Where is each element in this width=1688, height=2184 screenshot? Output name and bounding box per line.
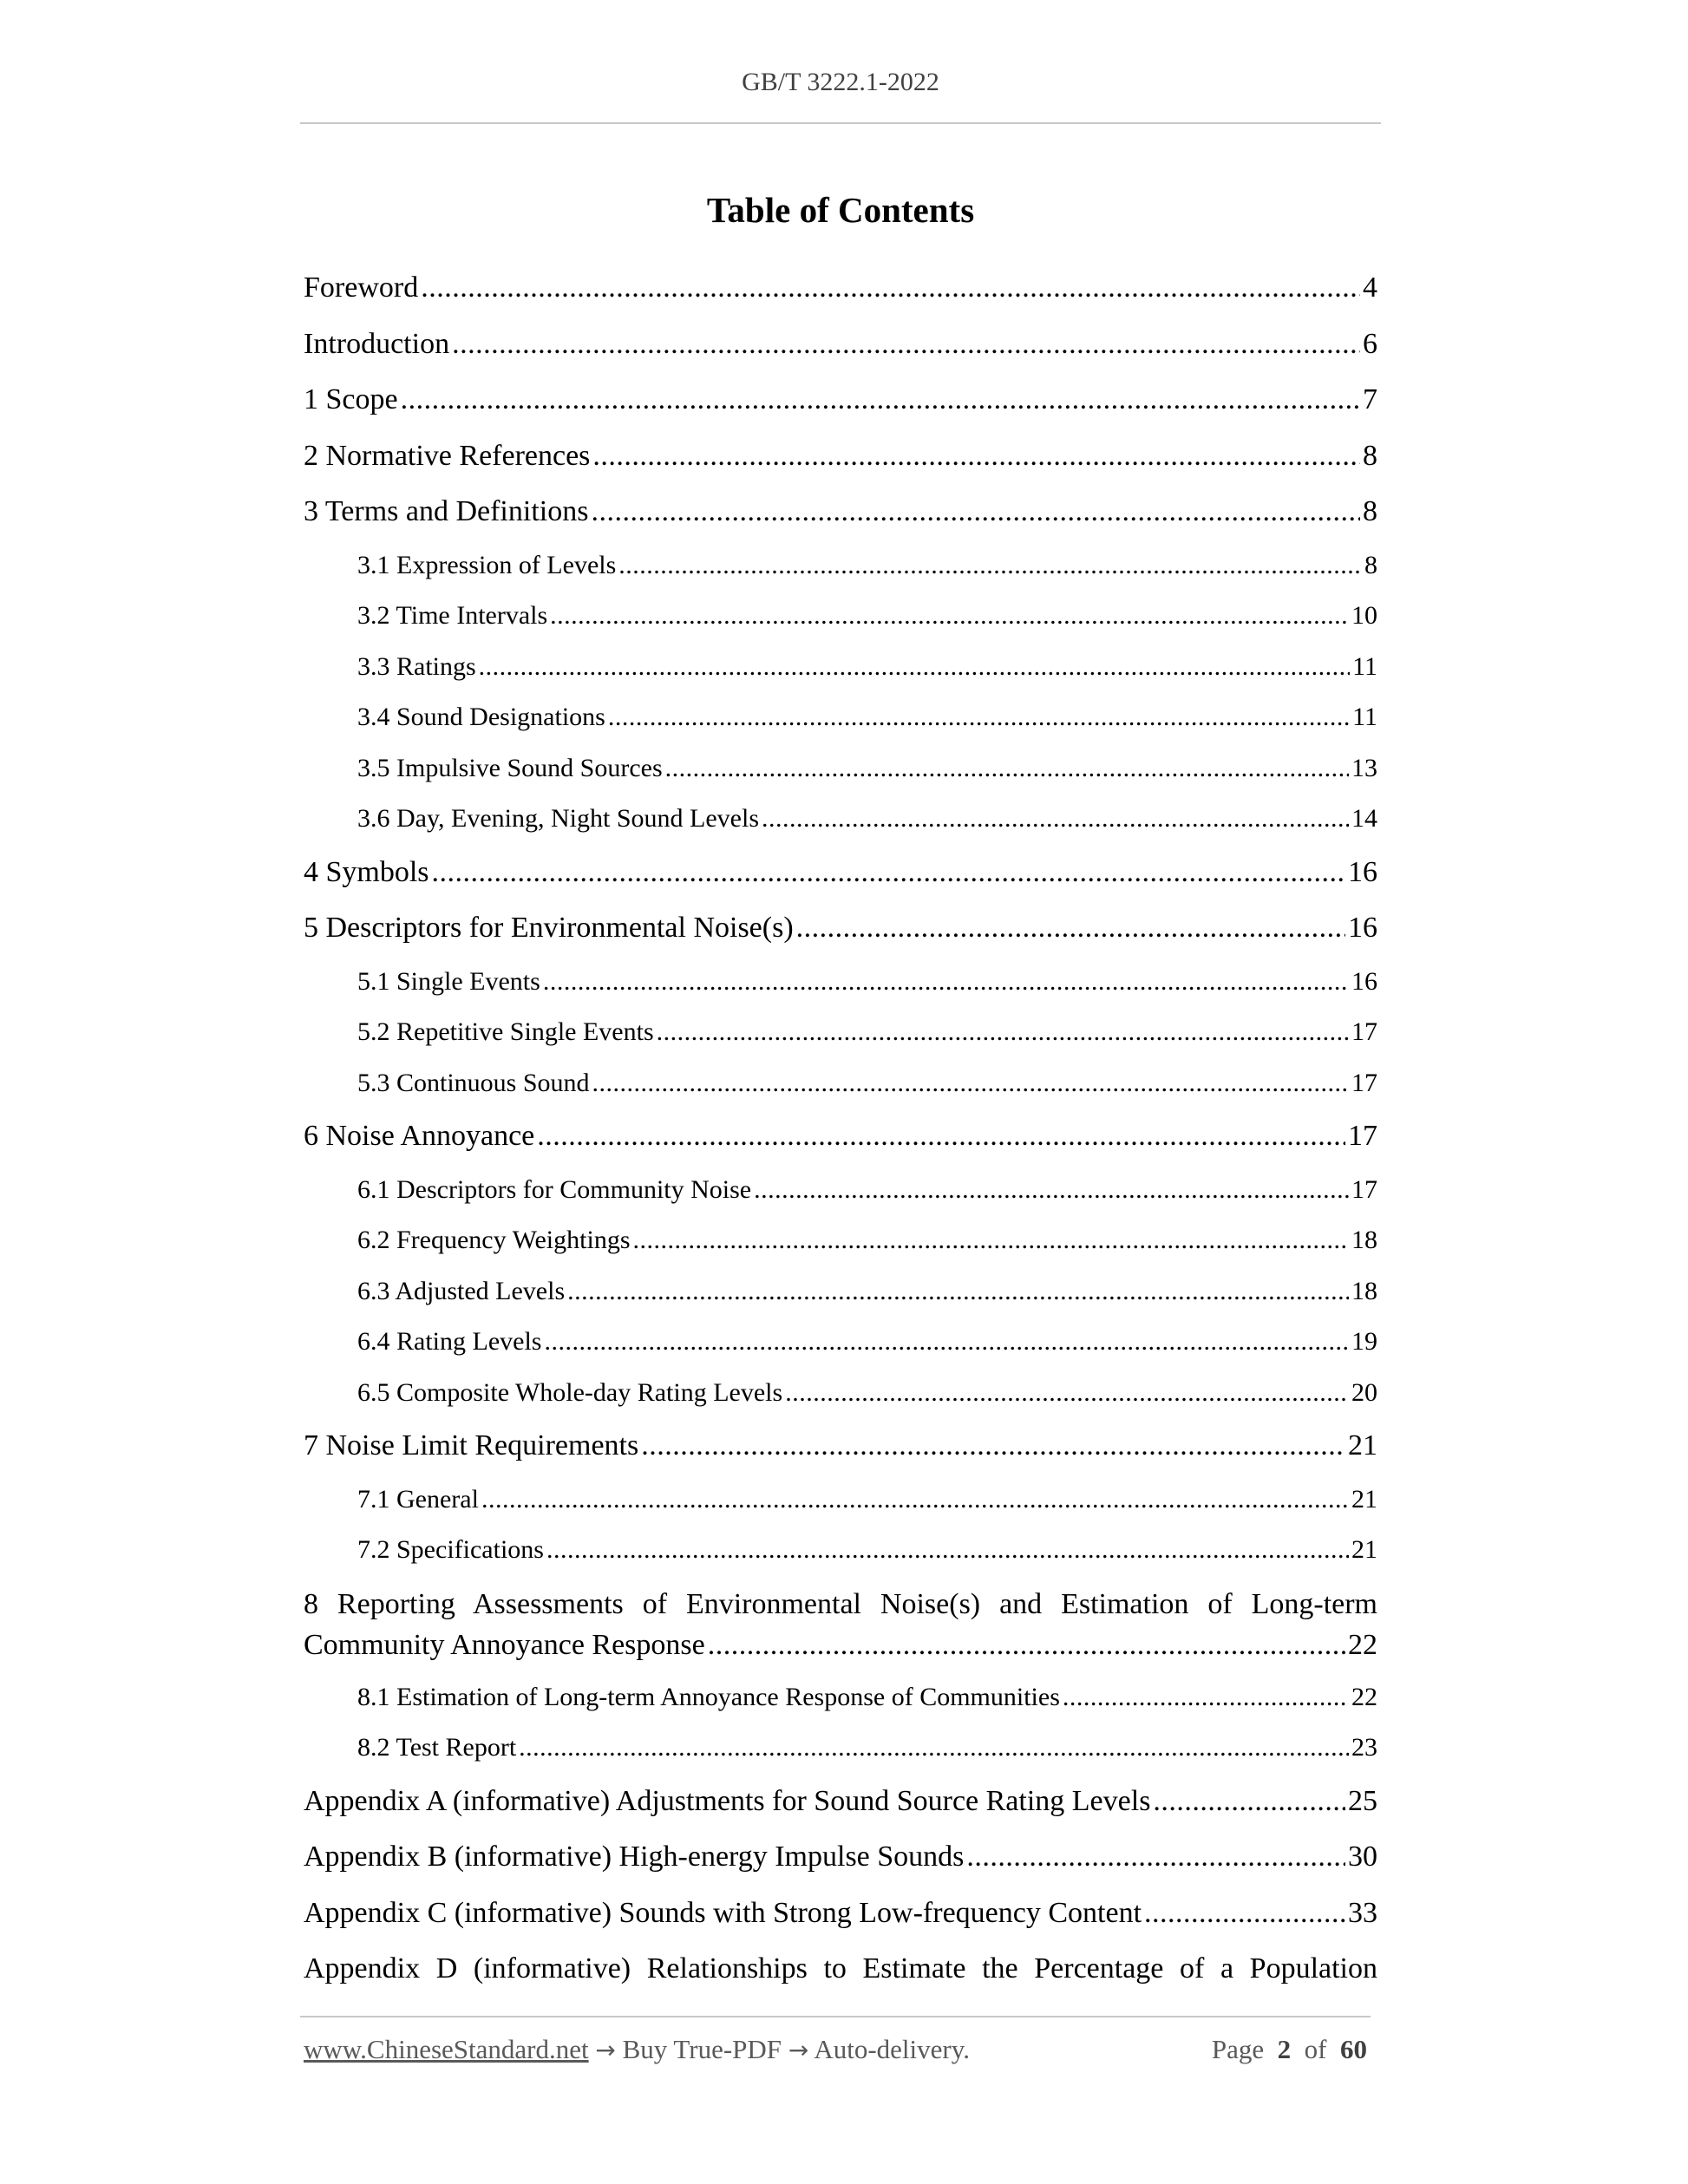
toc-entry-page: 16 — [1351, 966, 1377, 996]
toc-leader-dots — [537, 1108, 1345, 1165]
toc-entry-title: Foreword — [304, 271, 419, 304]
toc-entry-title-line1: 8 Reporting Assessments of Environmental Noise(s) and Estimation of Long-term — [304, 1587, 1377, 1620]
toc-leader-dots — [618, 540, 1362, 592]
toc-entry-title: Appendix D (informative) Relationships to Estimate the Percentage of a Population — [304, 1952, 1377, 1985]
toc-entry-title: Appendix A (informative) Adjustments for Sound Source Rating Levels — [304, 1784, 1151, 1817]
toc-entry-title: Appendix C (informative) Sounds with Strong Low-frequency Content — [304, 1896, 1142, 1929]
toc-entry[interactable] — [304, 1368, 1377, 1419]
toc-entry[interactable] — [304, 743, 1377, 794]
footer-left — [304, 2034, 970, 2065]
toc-entry-title: 8.2 Test Report — [357, 1733, 517, 1762]
toc-entry-page: 17 — [1351, 1017, 1377, 1046]
buy-true-pdf-link[interactable]: Buy True-PDF — [622, 2034, 782, 2064]
toc-entry-title-line2: Community Annoyance Response — [304, 1628, 705, 1661]
auto-delivery-text: Auto-delivery. — [814, 2034, 970, 2064]
page-number — [1212, 2034, 1367, 2065]
page-word: Page — [1211, 2034, 1265, 2064]
toc-entry-title: 3 Terms and Definitions — [304, 495, 589, 527]
toc-entry[interactable] — [304, 1266, 1377, 1318]
toc-entry-page: 16 — [1348, 912, 1377, 944]
toc-entry-page: 8 — [1364, 550, 1377, 579]
toc-leader-dots — [641, 1418, 1345, 1475]
toc-entry[interactable] — [304, 1886, 1377, 1942]
toc-entry-title: 3.4 Sound Designations — [357, 703, 605, 731]
page-footer — [304, 2034, 1367, 2065]
toc-leader-dots — [452, 317, 1360, 373]
toc-leader-dots — [481, 1475, 1349, 1526]
toc-leader-dots — [544, 1317, 1349, 1368]
toc-entry[interactable] — [304, 540, 1377, 592]
toc-entry-title: 6.2 Frequency Weightings — [357, 1226, 631, 1254]
toc-entry[interactable] — [304, 372, 1377, 428]
toc-entry[interactable] — [304, 1723, 1377, 1774]
toc-entry-page: 21 — [1351, 1535, 1377, 1564]
toc-entry-page: 18 — [1351, 1276, 1377, 1305]
toc-leader-dots — [966, 1829, 1345, 1886]
toc-entry-title: 6.4 Rating Levels — [357, 1327, 542, 1356]
toc-entry-title: 4 Symbols — [304, 855, 429, 888]
toc-entry-page: 23 — [1351, 1733, 1377, 1762]
toc-leader-dots — [708, 1625, 1345, 1665]
toc-entry[interactable] — [304, 1108, 1377, 1165]
toc-entry-title: Introduction — [304, 327, 450, 360]
toc-entry[interactable] — [304, 1829, 1377, 1886]
arrow-right-icon: → — [595, 2036, 616, 2064]
toc-entry-title: 3.5 Impulsive Sound Sources — [357, 753, 663, 782]
toc-entry[interactable] — [304, 794, 1377, 845]
toc-leader-dots — [421, 260, 1360, 317]
footer-divider — [300, 2016, 1371, 2017]
toc-entry[interactable] — [304, 1058, 1377, 1109]
toc-leader-dots — [754, 1165, 1349, 1216]
toc-entry-page: 21 — [1348, 1429, 1377, 1461]
toc-entry[interactable] — [304, 1576, 1377, 1672]
toc-leader-dots — [432, 845, 1345, 901]
toc-entry-title: Appendix B (informative) High-energy Impulse Sounds — [304, 1841, 965, 1873]
toc-leader-dots — [633, 1215, 1350, 1266]
toc-leader-dots — [608, 692, 1350, 743]
toc-entry-page: 16 — [1348, 855, 1377, 888]
toc-entry[interactable] — [304, 1007, 1377, 1058]
toc-entry[interactable] — [304, 1215, 1377, 1266]
toc-leader-dots — [401, 372, 1360, 428]
toc-entry[interactable] — [304, 1941, 1377, 1998]
toc-entry-page: 21 — [1351, 1484, 1377, 1514]
toc-leader-dots — [546, 1525, 1349, 1576]
page-total: 60 — [1340, 2034, 1367, 2064]
toc-entry-page: 33 — [1348, 1896, 1377, 1929]
toc-entry-page: 19 — [1351, 1327, 1377, 1356]
toc-leader-dots — [519, 1723, 1349, 1774]
toc-entry-page: 6 — [1363, 327, 1377, 360]
toc-entry-page: 10 — [1351, 601, 1377, 630]
toc-entry-title: 5.3 Continuous Sound — [357, 1068, 590, 1097]
toc-entry-title: 7.2 Specifications — [357, 1535, 544, 1564]
toc-entry-page: 11 — [1352, 703, 1377, 731]
toc-entry[interactable] — [304, 957, 1377, 1008]
toc-entry-page: 11 — [1352, 651, 1377, 681]
toc-leader-dots — [1063, 1672, 1349, 1723]
toc-entry[interactable] — [304, 1774, 1377, 1830]
toc-leader-dots — [657, 1007, 1349, 1058]
toc-leader-dots — [796, 900, 1345, 957]
toc-entry[interactable] — [304, 591, 1377, 642]
toc-entry-page: 18 — [1351, 1226, 1377, 1254]
toc-entry-title: 6.3 Adjusted Levels — [357, 1276, 566, 1305]
toc-entry[interactable] — [304, 845, 1377, 901]
toc-entry[interactable] — [304, 900, 1377, 957]
toc-entry[interactable] — [304, 260, 1377, 317]
toc-entry-title: 3.2 Time Intervals — [357, 601, 548, 630]
toc-leader-dots — [550, 591, 1349, 642]
toc-entry-title: 3.6 Day, Evening, Night Sound Levels — [357, 804, 759, 833]
website-link[interactable]: www.ChineseStandard.net — [304, 2034, 589, 2064]
toc-entry[interactable] — [304, 1672, 1377, 1723]
toc-entry-title: 3.1 Expression of Levels — [357, 550, 617, 579]
toc-entry-title: 5.1 Single Events — [357, 966, 540, 996]
toc-entry-page: 17 — [1348, 1120, 1377, 1152]
toc-entry[interactable] — [304, 1165, 1377, 1216]
toc-leader-dots — [785, 1368, 1349, 1419]
page-current: 2 — [1277, 2034, 1292, 2064]
toc-leader-dots — [543, 957, 1349, 1008]
toc-leader-dots — [567, 1266, 1349, 1318]
toc-entry-page: 25 — [1348, 1784, 1377, 1817]
toc-entry-page: 17 — [1351, 1068, 1377, 1097]
toc-leader-dots — [1153, 1774, 1345, 1830]
toc-entry-page: 8 — [1363, 439, 1377, 472]
running-header: GB/T 3222.1-2022 — [742, 68, 939, 96]
toc-entry[interactable] — [304, 317, 1377, 373]
toc-entry-title: 7 Noise Limit Requirements — [304, 1429, 639, 1461]
toc-entry-page: 30 — [1348, 1841, 1377, 1873]
toc-entry-page: 22 — [1351, 1682, 1377, 1711]
toc-entry-title: 8.1 Estimation of Long-term Annoyance Response of Communities — [357, 1682, 1060, 1711]
toc-entry-title: 2 Normative References — [304, 439, 591, 472]
toc-entry[interactable] — [304, 428, 1377, 485]
toc-leader-dots — [592, 1058, 1349, 1109]
toc-entry[interactable] — [304, 1317, 1377, 1368]
toc-entry[interactable] — [304, 1475, 1377, 1526]
toc-leader-dots — [762, 794, 1349, 845]
toc-entry[interactable] — [304, 1418, 1377, 1475]
toc-entry-title: 6 Noise Annoyance — [304, 1120, 535, 1152]
table-of-contents — [304, 260, 1377, 1998]
toc-entry-page: 13 — [1351, 753, 1377, 782]
toc-leader-dots — [591, 484, 1360, 540]
toc-entry[interactable] — [304, 1525, 1377, 1576]
toc-entry-page: 22 — [1348, 1628, 1377, 1661]
toc-entry-title: 6.5 Composite Whole-day Rating Levels — [357, 1377, 783, 1407]
toc-entry-page: 7 — [1363, 383, 1377, 415]
toc-entry-title: 7.1 General — [357, 1484, 479, 1514]
toc-entry-title: 3.3 Ratings — [357, 651, 476, 681]
toc-entry-title: 5.2 Repetitive Single Events — [357, 1017, 654, 1046]
toc-entry-title: 5 Descriptors for Environmental Noise(s) — [304, 912, 794, 944]
header-divider — [300, 122, 1381, 124]
toc-leader-dots — [665, 743, 1349, 794]
toc-leader-dots — [592, 428, 1360, 485]
toc-entry-title: 6.1 Descriptors for Community Noise — [357, 1174, 752, 1204]
toc-leader-dots — [479, 642, 1350, 693]
toc-entry-page: 17 — [1351, 1174, 1377, 1204]
toc-entry[interactable] — [304, 692, 1377, 743]
toc-entry[interactable] — [304, 484, 1377, 540]
toc-entry-page: 14 — [1351, 804, 1377, 833]
toc-entry[interactable] — [304, 642, 1377, 693]
toc-leader-dots — [1144, 1886, 1345, 1942]
toc-entry-title: 1 Scope — [304, 383, 398, 415]
toc-title: Table of Contents — [706, 190, 975, 230]
toc-entry-page: 4 — [1363, 271, 1377, 304]
of-word: of — [1304, 2034, 1327, 2064]
toc-entry-page: 8 — [1363, 495, 1377, 527]
toc-entry-page: 20 — [1351, 1377, 1377, 1407]
arrow-right-icon: → — [788, 2036, 809, 2064]
